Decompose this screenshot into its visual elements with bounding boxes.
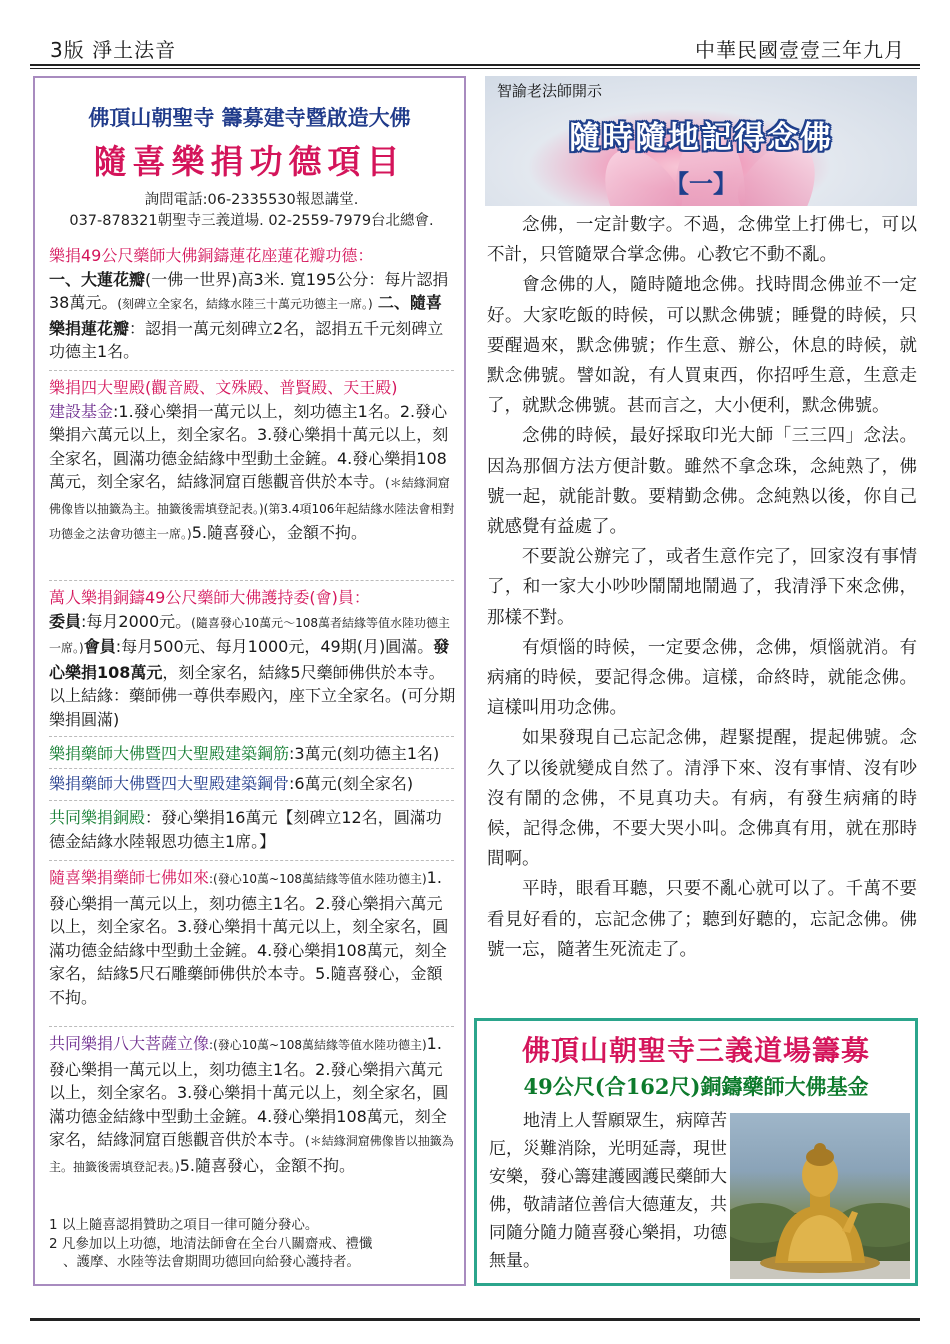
- section-four-halls: [49, 376, 457, 547]
- header-rule: [30, 64, 920, 66]
- buddha-statue-image: [730, 1113, 910, 1279]
- header-rule-thin: [30, 68, 920, 69]
- section-copper-hall: [49, 806, 457, 853]
- buddha-statue-icon: [730, 1113, 910, 1279]
- section-copper-label: 共同樂捐銅殿: [49, 808, 146, 827]
- contact-info: [49, 190, 454, 232]
- section-eight-label: 共同樂捐八大菩薩立像: [49, 1034, 210, 1053]
- divider: [49, 580, 454, 581]
- section-steel: [49, 772, 457, 796]
- section-rebar-label: 樂捐藥師大佛暨四大聖殿建築鋼筋: [49, 744, 290, 763]
- article-paragraph: 如果發現自己忘記念佛，趕緊提醒，提起佛號。念久了以後就變成自然了。清淨下來、沒有事情、沒有吵沒有鬧的念佛，不見真功夫。有病，有發生病痛的時候，記得念佛，不要大哭小叫。念佛真有用，就在那時間啊。: [487, 728, 917, 870]
- committee-associate-label: 會員: [83, 637, 116, 656]
- page-header-date: 中華民國壹壹三年九月: [695, 38, 905, 62]
- contact-line-2: 037-878321朝聖寺三義道場. 02-2559-7979台北總會.: [69, 213, 434, 229]
- committee-member-label: 委員: [49, 611, 82, 631]
- donation-box-title: 佛頂山朝聖寺 籌募建寺暨啟造大佛: [88, 105, 411, 130]
- article-paragraph: 念佛的時候，最好採取印光大師「三三四」念法。因為那個方法方便計數。雖然不拿念珠，念純熟了，佛號一起，就能計數。要精勤念佛。念純熟以後，你自己就感覺有益處了。: [487, 426, 917, 538]
- lotus-item1-label: 一、大蓮花瓣: [49, 269, 146, 289]
- footnote-2: 2 凡參加以上功德，地清法師會在全台八關齋戒、禮懺: [49, 1235, 373, 1252]
- footer-rule: [30, 1318, 920, 1321]
- section-halls-note: (＊結緣洞窟佛像皆以抽籤為主。抽籤後需填登記表。)(第3.4項106年起結緣水陸法會相對功德金之法會功德主一席。): [49, 476, 455, 541]
- divider: [49, 800, 454, 801]
- footnote-1: 1 以上隨喜認捐贊助之項目一律可隨分發心。: [49, 1217, 319, 1233]
- article-title: 隨時隨地記得念佛: [569, 120, 833, 156]
- fundraising-title: 佛頂山朝聖寺三義道場籌募: [521, 1034, 870, 1067]
- fundraising-text: [489, 1107, 729, 1275]
- footnotes: [49, 1216, 457, 1272]
- section-halls-tail: 5.隨喜發心，金額不拘。: [191, 523, 367, 542]
- section-eight-text: 1.發心樂捐一萬元以上，刻功德主1名。2.發心樂捐六萬元以上，刻全家名。3.發心樂捐十萬元以上，刻全家名，圓滿功德金結緣中型動土金鏟。4.發心樂捐108萬元，刻全家名，結緣洞窟百態觀音供於本寺。: [49, 1034, 449, 1149]
- committee-member-text: :每月2000元。: [81, 611, 192, 631]
- donation-box-heading: 隨喜樂捐功德項目: [93, 142, 406, 181]
- section-steel-text: :6萬元(刻全家名): [289, 774, 414, 793]
- divider: [49, 736, 454, 737]
- article-body: [487, 210, 917, 965]
- section-eight-note: :(發心10萬~108萬結緣等值水陸功德主): [209, 1038, 427, 1052]
- fundraising-box: [474, 1018, 918, 1286]
- article-paragraph: 會念佛的人，隨時隨地念佛。找時間念佛並不一定好。大家吃飯的時候，可以默念佛號；睡覺的時候，只要醒過來，默念佛號；作生意、辦公，休息的時候，就默念佛號。譬如說，有人買東西，你招呼生意，生意走了，就默念佛號。甚而言之，大小便利，默念佛號。: [487, 275, 917, 417]
- article-paragraph: 念佛，一定計數字。不過，念佛堂上打佛七，可以不計，只管隨眾合掌念佛。心教它不動不亂。: [487, 215, 917, 266]
- committee-member-note: (隨喜發心10萬元～108萬者結緣等值水陸功德主一席。): [49, 615, 450, 655]
- divider: [49, 370, 454, 371]
- divider: [49, 860, 454, 861]
- fundraising-subtitle: 49公尺(合162尺)銅鑄藥師大佛基金: [523, 1074, 869, 1099]
- section-rebar: [49, 742, 457, 766]
- lotus-item2-label: 二、隨喜樂捐蓮花瓣: [49, 293, 442, 338]
- article-paragraph: 平時，眼看耳聽，只要不亂心就可以了。千萬不要看見好看的，忘記念佛了；聽到好聽的，忘記念佛。佛號一忘，隨著生死流走了。: [487, 879, 917, 960]
- section-rebar-text: :3萬元(刻功德主1名): [289, 744, 440, 763]
- section-committee: [49, 586, 457, 731]
- lotus-item1-text: (一佛一世界)高3米. 寬195公分：每片認捐38萬元。: [49, 269, 449, 312]
- committee-108-text: ，刻全家名，結緣5尺藥師佛供於本寺。以上結緣：藥師佛一尊供奉殿內，座下立全家名。(可分期樂捐圓滿): [49, 662, 456, 729]
- section-halls-label: 建設基金: [49, 401, 114, 421]
- section-seven-note: :(發心10萬~108萬結緣等值水陸功德主): [209, 872, 427, 886]
- fundraising-paragraph: 地清上人誓願眾生，病障苦厄，災難消除，光明延壽，現世安樂，發心籌建護國護民藥師大佛，敬請諸位善信大德蓮友，共同隨分隨力隨喜發心樂捐，功德無量。: [489, 1111, 727, 1271]
- article-banner: [485, 76, 917, 206]
- committee-108-label: 發心樂捐108萬元: [49, 637, 450, 682]
- section-lotus-petals: [49, 244, 457, 364]
- section-steel-label: 樂捐藥師大佛暨四大聖殿建築鋼骨: [49, 774, 290, 793]
- section-seven-text: 1.發心樂捐一萬元以上，刻功德主1名。2.發心樂捐六萬元以上，刻全家名。3.發心樂捐十萬元以上，刻全家名，圓滿功德金結緣中型動土金鏟。4.發心樂捐108萬元，刻全家名，結緣5尺石雕藥師佛供於本寺。5.隨喜發心，金額不拘。: [49, 868, 449, 1007]
- lotus-item1-note: (刻碑立全家名，結緣水陸三十萬元功德主一席。): [117, 297, 373, 311]
- article-author: 智諭老法師開示: [497, 82, 603, 100]
- section-halls-head: 樂捐四大聖殿(觀音殿、文殊殿、普賢殿、天王殿): [49, 378, 398, 397]
- section-seven-label: 隨喜樂捐藥師七佛如來: [49, 868, 210, 887]
- section-committee-head: 萬人樂捐銅鑄49公尺藥師大佛護持委(會)員：: [49, 588, 370, 607]
- divider: [49, 1026, 454, 1027]
- divider: [49, 768, 454, 769]
- section-lotus-head: 樂捐49公尺藥師大佛銅鑄蓮花座蓮花瓣功德：: [49, 246, 374, 265]
- article-paragraph: 有煩惱的時候，一定要念佛，念佛，煩惱就消。有病痛的時候，要記得念佛。這樣，命終時，就能念佛。這樣叫用功念佛。: [487, 637, 917, 719]
- lotus-item2-text: ：認捐一萬元刻碑立2名，認捐五千元刻碑立功德主1名。: [49, 318, 444, 361]
- donation-items-box: [33, 76, 466, 1286]
- section-eight-note2: (＊結緣洞窟佛像皆以抽籤為主。抽籤後需填登記表。): [49, 1134, 454, 1174]
- section-eight-bodhisattvas: [49, 1032, 457, 1179]
- article-part: 【一】: [665, 169, 737, 198]
- article-paragraph: 不要說公辦完了，或者生意作完了，回家沒有事情了，和一家大小吵吵鬧鬧地鬧過了，我清淨下來念佛，那樣不對。: [487, 547, 917, 628]
- section-seven-buddhas: [49, 866, 457, 1009]
- page-header-left: 3版 淨土法音: [50, 38, 177, 62]
- section-eight-tail: 5.隨喜發心，金額不拘。: [179, 1155, 355, 1175]
- section-halls-text: :1.發心樂捐一萬元以上，刻功德主1名。2.發心樂捐六萬元以上，刻全家名。3.發心樂捐十萬元以上，刻全家名，圓滿功德金結緣中型動土金鏟。4.發心樂捐108萬元，刻全家名，結緣洞窟百態觀音供於本寺。: [49, 401, 449, 491]
- committee-associate-text: :每月500元、每月1000元，49期(月)圓滿。: [115, 637, 434, 656]
- section-copper-text: ：發心樂捐16萬元【刻碑立12名，圓滿功德金結緣水陸報恩功德主1席。】: [49, 808, 442, 851]
- contact-line-1: 詢問電話:06-2335530報恩講堂.: [144, 192, 359, 208]
- footnote-2-cont: 、護摩、水陸等法會期間功德回向給發心護持者。: [63, 1254, 360, 1270]
